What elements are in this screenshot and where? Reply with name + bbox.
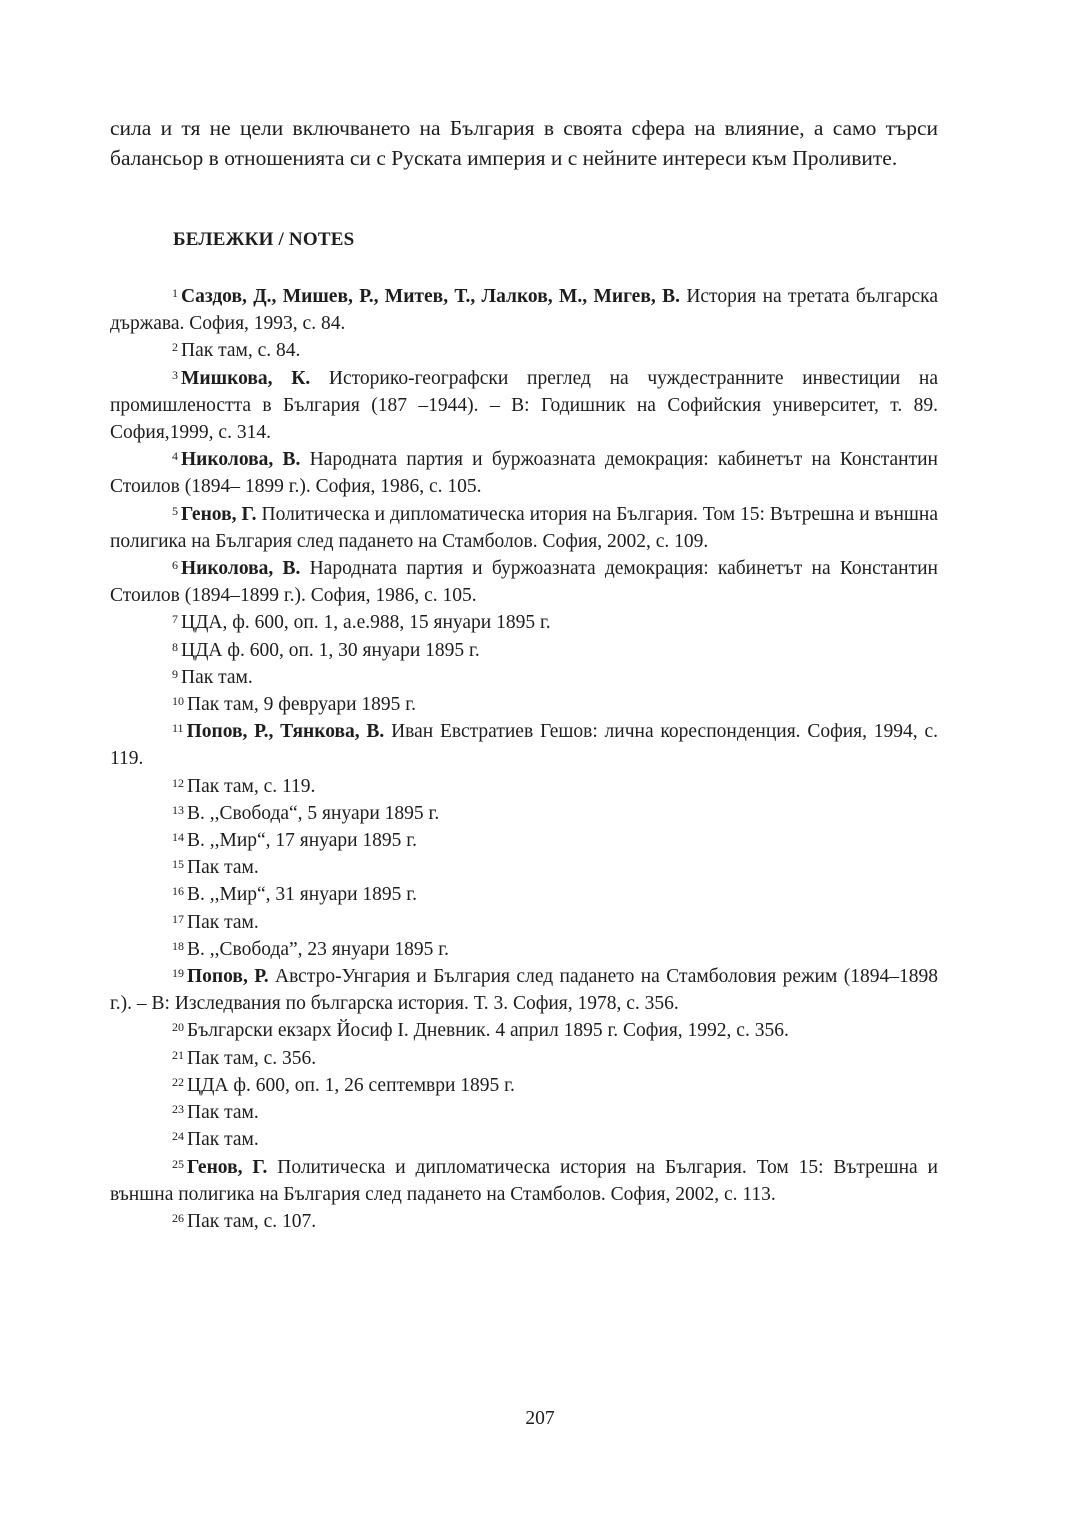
page-number: 207: [525, 1408, 555, 1429]
note-author: Генов, Г.: [181, 503, 257, 525]
note-number: 13: [172, 802, 184, 817]
note-17: [110, 909, 938, 936]
note-text: ЦДА ф. 600, оп. 1, 26 септември 1895 г.: [187, 1074, 515, 1096]
note-26: [110, 1208, 938, 1235]
note-16: [110, 881, 938, 908]
note-number: 1: [172, 286, 178, 300]
note-6: [110, 555, 938, 609]
note-text: Пак там.: [187, 1102, 259, 1124]
note-text: ЦДА ф. 600, оп. 1, 30 януари 1895 г.: [181, 639, 480, 661]
note-number: 6: [172, 558, 178, 573]
note-author: Мишкова, К.: [181, 367, 311, 389]
note-number: 5: [172, 503, 178, 518]
note-text: Пак там.: [181, 666, 253, 688]
note-text: Народната партия и буржоазната демокрация: кабинетът на Константин Стоилов (1894–1899 г.). София, 1986, с. 105.: [110, 558, 938, 607]
note-text: Български екзарх Йосиф I. Дневник. 4 април 1895 г. София, 1992, с. 356.: [187, 1020, 789, 1042]
note-number: 24: [172, 1129, 184, 1144]
note-text: Пак там, 9 февруари 1895 г.: [187, 694, 416, 716]
note-author: Николова, В.: [181, 449, 301, 471]
note-13: [110, 800, 938, 827]
note-number: 17: [172, 911, 184, 926]
note-text: Пак там, с. 107.: [187, 1210, 317, 1232]
note-number: 4: [172, 449, 178, 464]
note-text: Народната партия и буржоазната демокрация: кабинетът на Константин Стоилов (1894– 1899 г.). София, 1986, с. 105.: [110, 449, 938, 498]
note-11: [110, 718, 938, 772]
note-text: Пак там, с. 84.: [181, 340, 301, 362]
note-number: 21: [172, 1047, 184, 1062]
notes-list: [110, 283, 938, 1235]
body-paragraph: сила и тя не цели включването на България в своята сфера на влияние, а само търси балансьор в отношенията си с Руската империя и с нейните интереси към Проливите.: [110, 116, 938, 170]
note-14: [110, 827, 938, 854]
note-20: [110, 1017, 938, 1044]
note-text: Пак там.: [187, 857, 259, 879]
note-number: 26: [172, 1210, 184, 1225]
note-5: [110, 501, 938, 555]
note-text: Пак там, с. 356.: [187, 1047, 317, 1069]
note-22: [110, 1072, 938, 1099]
note-18: [110, 936, 938, 963]
note-text: Историко-географски преглед на чуждестранните инвестиции на промишлеността в България (187 –1944). – В: Годишник на Софийския университет, т. 89. София,1999, с. 314.: [110, 367, 938, 444]
note-number: 11: [172, 721, 184, 736]
note-number: 12: [172, 775, 184, 790]
note-text: Политическа и дипломатическа итория на България. Том 15: Вътрешна и външна полигика на България след падането на Стамболов. София, 2002, с. 109.: [110, 503, 938, 552]
note-21: [110, 1045, 938, 1072]
note-text: Иван Евстратиев Гешов: лична кореспонденция. София, 1994, с. 119.: [110, 721, 938, 770]
note-10: [110, 691, 938, 718]
note-text: В. ,,Свобода”, 23 януари 1895 г.: [187, 938, 449, 960]
note-4: [110, 446, 938, 500]
note-25: [110, 1154, 938, 1208]
note-3: [110, 365, 938, 447]
note-author: Попов, Р.: [187, 966, 269, 988]
note-15: [110, 854, 938, 881]
note-number: 20: [172, 1020, 184, 1035]
note-2: [110, 337, 938, 364]
note-number: 2: [172, 340, 178, 355]
note-author: Генов, Г.: [187, 1156, 268, 1178]
note-number: 9: [172, 666, 178, 681]
note-number: 10: [172, 694, 184, 709]
note-text: История на третата българска държава. София, 1993, с. 84.: [110, 286, 938, 335]
note-text: Политическа и дипломатическа история на България. Том 15: Вътрешна и външна полигика на България след падането на Стамболов. София, 2002, с. 113.: [110, 1156, 938, 1205]
note-author: Попов, Р., Тянкова, В.: [186, 721, 385, 743]
notes-heading: БЕЛЕЖКИ / NOTES: [173, 229, 355, 250]
note-number: 16: [172, 884, 184, 899]
note-number: 23: [172, 1102, 184, 1117]
note-text: В. ,,Мир“, 17 януари 1895 г.: [187, 830, 417, 852]
note-number: 7: [172, 612, 178, 627]
note-number: 18: [172, 938, 184, 953]
note-text: Пак там.: [187, 911, 259, 933]
note-text: Пак там.: [187, 1129, 259, 1151]
note-number: 14: [172, 830, 184, 845]
note-23: [110, 1099, 938, 1126]
note-9: [110, 664, 938, 691]
note-author: Саздов, Д., Мишев, Р., Митев, Т., Лалков, М., Мигев, В.: [181, 286, 680, 307]
note-number: 15: [172, 857, 184, 872]
note-8: [110, 637, 938, 664]
note-12: [110, 773, 938, 800]
note-text: Пак там, с. 119.: [187, 775, 316, 797]
note-text: В. ,,Свобода“, 5 януари 1895 г.: [187, 802, 440, 824]
note-number: 25: [172, 1156, 184, 1171]
note-text: ЦДА, ф. 600, оп. 1, а.е.988, 15 януари 1895 г.: [181, 612, 551, 634]
note-7: [110, 609, 938, 636]
note-number: 19: [172, 966, 184, 981]
note-1: [110, 283, 938, 337]
note-number: 3: [172, 367, 178, 382]
note-text: Австро-Унгария и България след падането на Стамболовия режим (1894–1898 г.). – В: Изследвания по българска история. Т. 3. София, 1978, с. 356.: [110, 966, 938, 1015]
note-text: В. ,,Мир“, 31 януари 1895 г.: [187, 884, 417, 906]
note-number: 22: [172, 1074, 184, 1089]
note-24: [110, 1126, 938, 1153]
note-number: 8: [172, 639, 178, 654]
note-19: [110, 963, 938, 1017]
note-author: Николова, В.: [181, 558, 301, 580]
